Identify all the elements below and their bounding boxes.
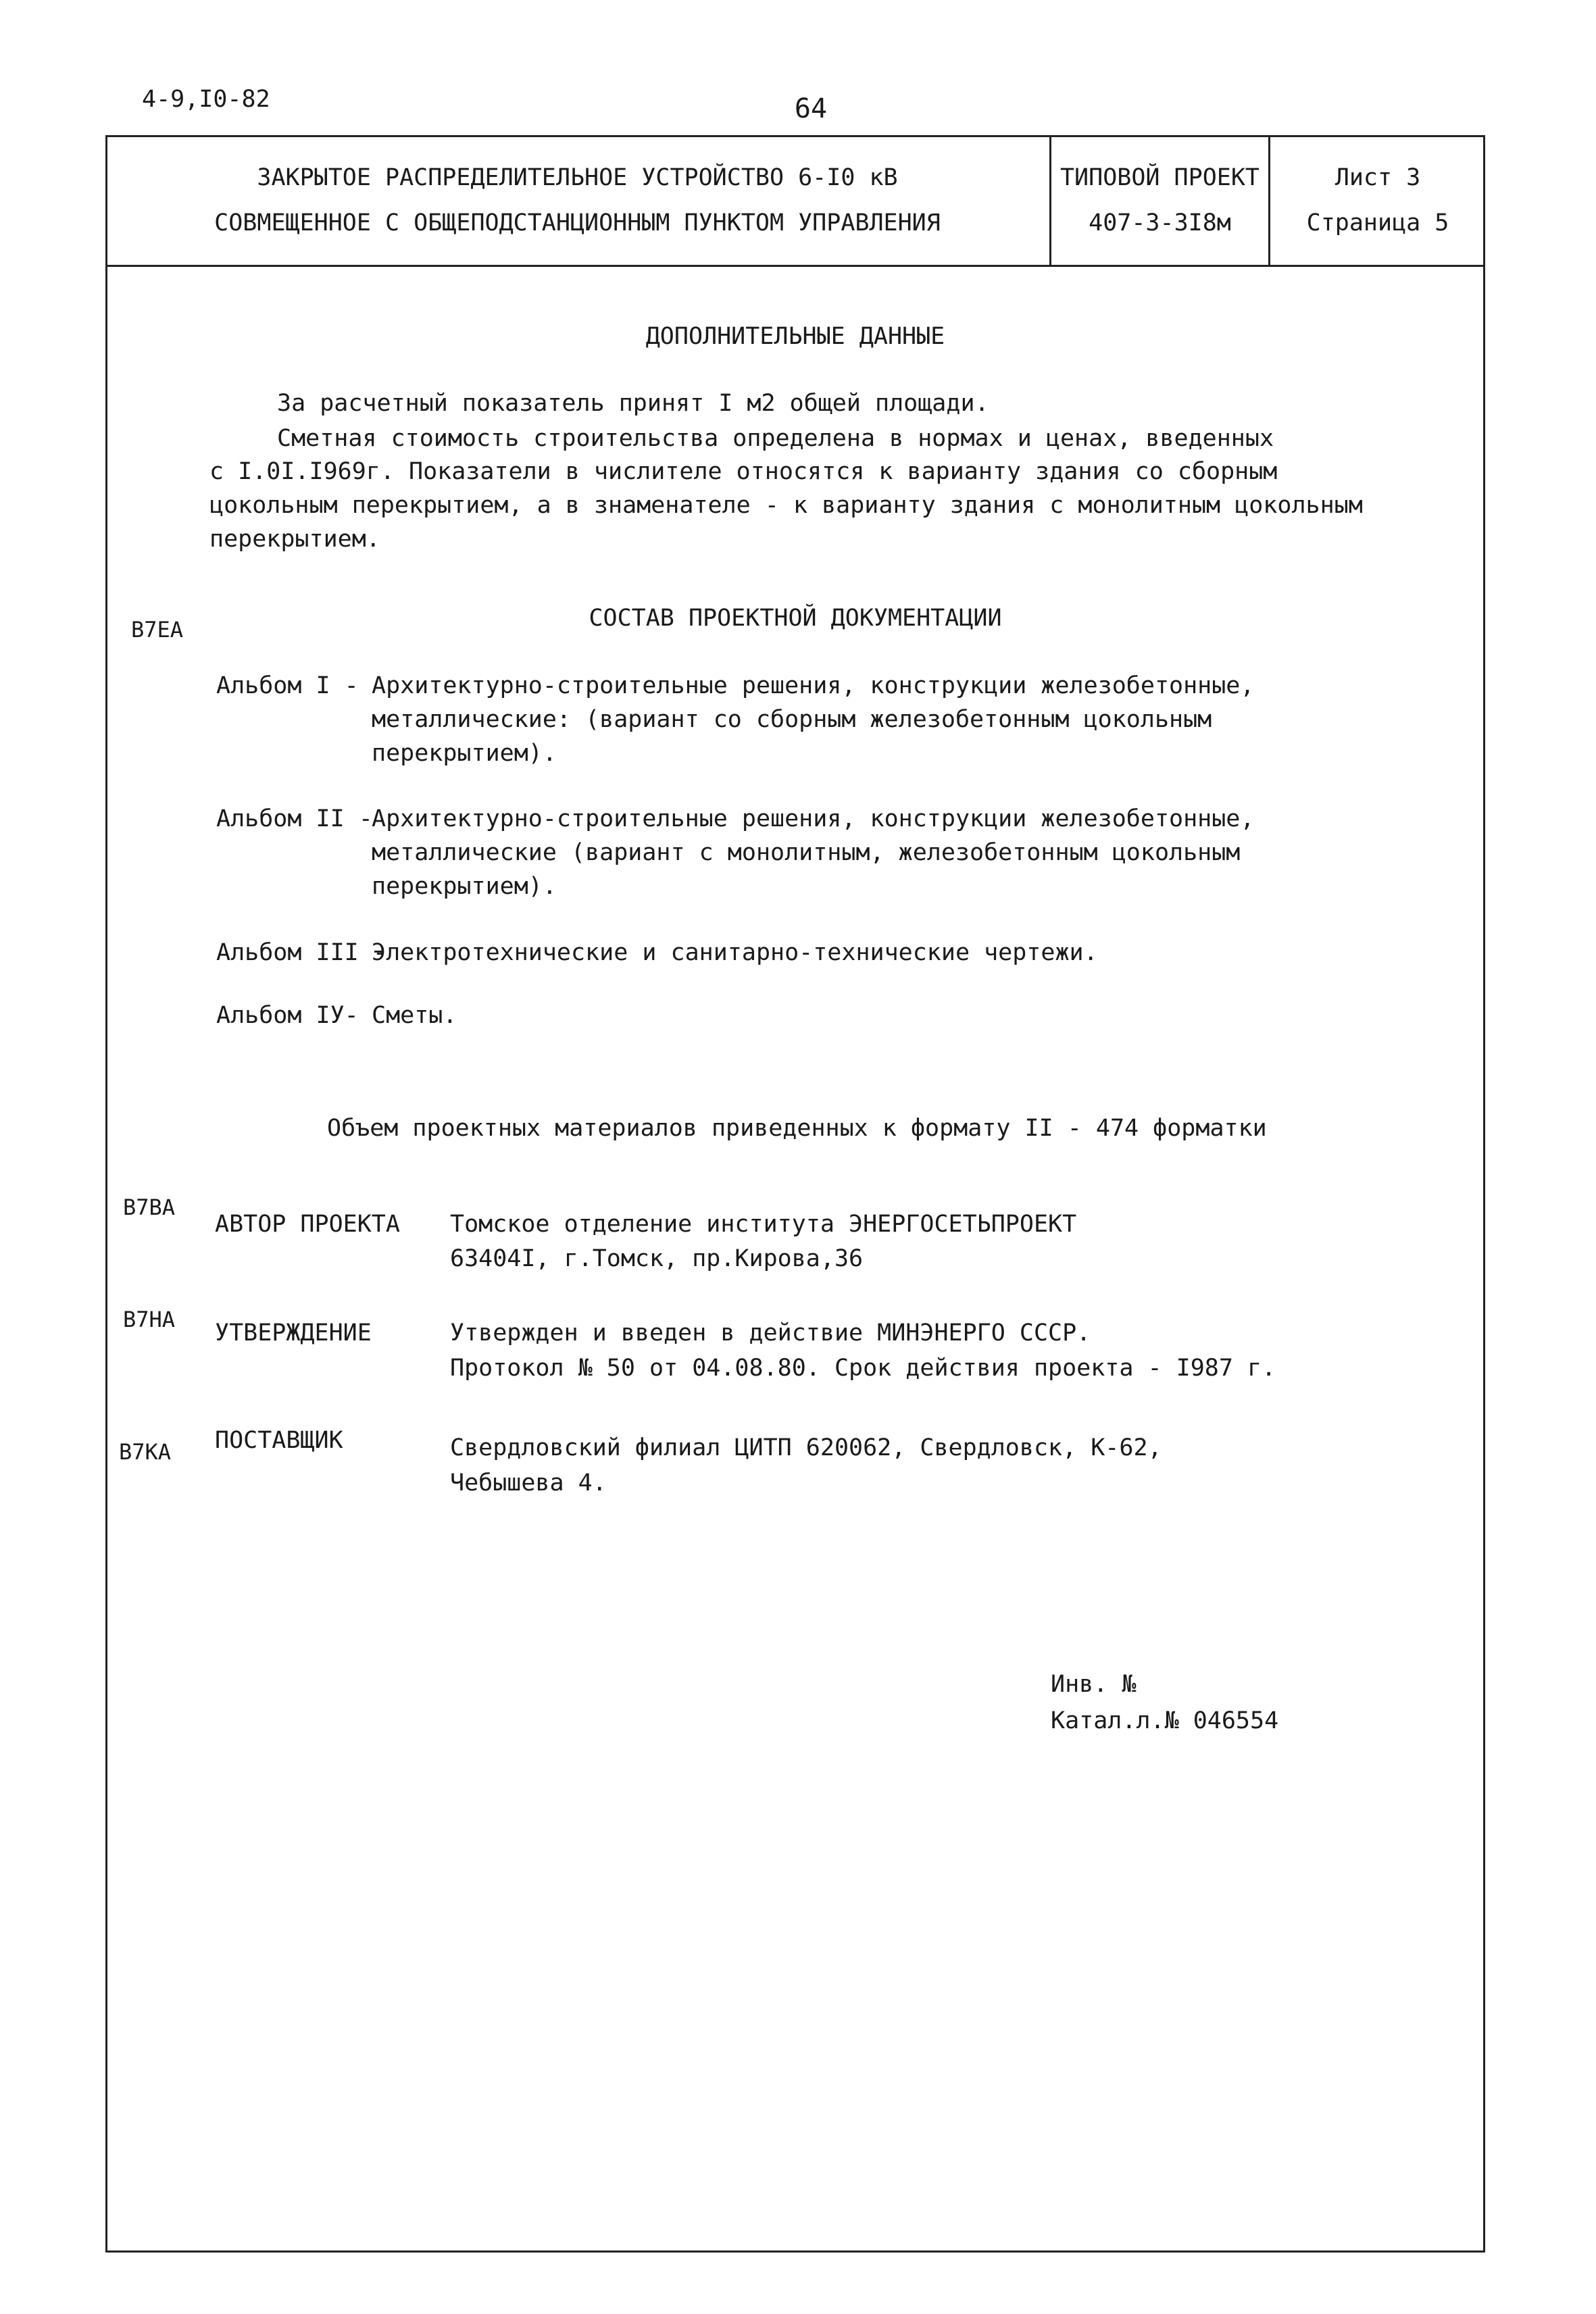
approval-label: УТВЕРЖДЕНИЕ xyxy=(215,1319,372,1347)
supplier-line-1: Свердловский филиал ЦИТП 620062, Свердловск, К-62, xyxy=(450,1434,1162,1461)
document-code: 4-9,I0-82 xyxy=(142,86,270,113)
sheet-number: Лист 3 xyxy=(1335,164,1421,191)
inventory-number: Инв. № xyxy=(1051,1671,1137,1698)
paragraph-line: с I.0I.I969г. Показатели в числителе относятся к варианту здания со сборным xyxy=(209,458,1278,485)
supplier-line-2: Чебышева 4. xyxy=(450,1469,607,1496)
page-number: 64 xyxy=(794,93,828,124)
album-line: перекрытием). xyxy=(372,873,557,900)
approval-line-1: Утвержден и введен в действие МИНЭНЕРГО СССР. xyxy=(450,1319,1091,1347)
supplier-label: ПОСТАВЩИК xyxy=(215,1427,343,1454)
album-label: Альбом I - xyxy=(216,672,359,699)
section-code: В7КА xyxy=(119,1439,172,1465)
paragraph-line: За расчетный показатель принят I м2 общей площади. xyxy=(277,390,989,417)
title-line-1: ЗАКРЫТОЕ РАСПРЕДЕЛИТЕЛЬНОЕ УСТРОЙСТВО 6-I0 кВ xyxy=(257,164,898,191)
author-line-1: Томское отделение института ЭНЕРГОСЕТЬПРОЕКТ xyxy=(450,1211,1077,1238)
section-code: В7ВА xyxy=(123,1194,176,1220)
volume-line: Объем проектных материалов приведенных к формату II - 474 форматки xyxy=(327,1115,1267,1142)
album-label: Альбом III - xyxy=(216,939,387,966)
author-line-2: 63404I, г.Томск, пр.Кирова,36 xyxy=(450,1245,864,1272)
section-heading-additional: ДОПОЛНИТЕЛЬНЫЕ ДАННЫЕ xyxy=(645,323,945,350)
paragraph-line: перекрытием. xyxy=(209,526,380,553)
title-block-separator-1 xyxy=(1049,135,1051,266)
title-block-separator-2 xyxy=(1268,135,1270,266)
album-line: металлические: (вариант со сборным железобетонным цокольным xyxy=(372,706,1212,733)
approval-line-2: Протокол № 50 от 04.08.80. Срок действия проекта - I987 г. xyxy=(450,1355,1276,1382)
album-label: Альбом IУ- xyxy=(216,1002,359,1029)
album-line: Архитектурно-строительные решения, конструкции железобетонные, xyxy=(372,672,1255,699)
album-line: Электротехнические и санитарно-технические чертежи. xyxy=(372,939,1098,966)
title-block-divider xyxy=(105,265,1485,267)
album-line: металлические (вариант с монолитным, железобетонным цокольным xyxy=(372,839,1241,866)
title-line-2: СОВМЕЩЕННОЕ С ОБЩЕПОДСТАНЦИОННЫМ ПУНКТОМ УПРАВЛЕНИЯ xyxy=(214,209,941,236)
section-heading-composition: СОСТАВ ПРОЕКТНОЙ ДОКУМЕНТАЦИИ xyxy=(589,605,1002,632)
page-label: Страница 5 xyxy=(1306,209,1449,236)
paragraph-line: цокольным перекрытием, а в знаменателе - к варианту здания с монолитным цокольным xyxy=(209,492,1363,519)
project-label: ТИПОВОЙ ПРОЕКТ xyxy=(1059,164,1260,191)
section-code: В7НА xyxy=(123,1307,176,1332)
section-code: В7ЕА xyxy=(131,617,184,643)
paragraph-line: Сметная стоимость строительства определена в нормах и ценах, введенных xyxy=(277,425,1274,452)
album-line: Сметы. xyxy=(372,1002,457,1029)
album-line: перекрытием). xyxy=(372,740,557,767)
project-number: 407-3-3I8м xyxy=(1089,209,1231,236)
album-label: Альбом II - xyxy=(216,805,373,832)
album-line: Архитектурно-строительные решения, конструкции железобетонные, xyxy=(372,805,1255,832)
catalog-number: Катал.л.№ 046554 xyxy=(1051,1707,1279,1734)
author-label: АВТОР ПРОЕКТА xyxy=(215,1211,400,1238)
